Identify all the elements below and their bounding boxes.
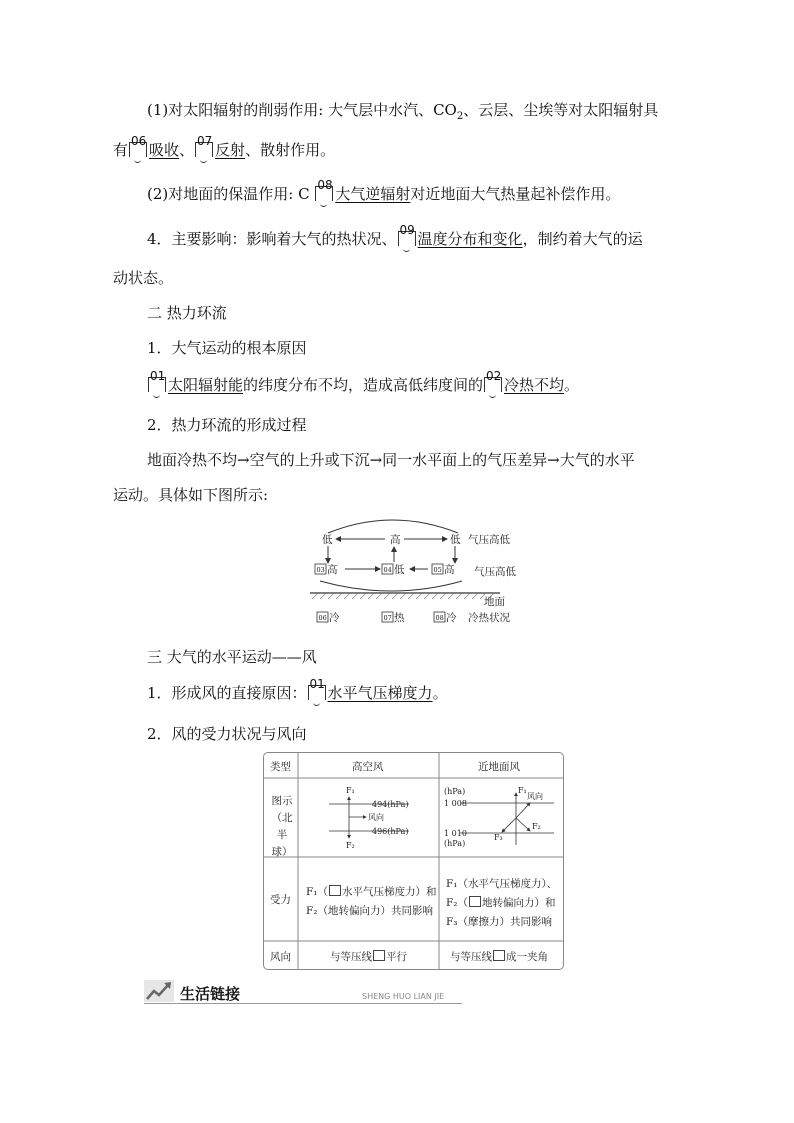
blank-number: 06 [131, 134, 147, 148]
text-span: 。 [564, 376, 580, 394]
text-span: 4．主要影响：影响着大气的热状况、 [147, 230, 397, 248]
blank-box [329, 885, 341, 896]
subheading-formation: 2．热力环流的形成过程 [147, 416, 307, 434]
high-wind-direction [330, 949, 407, 964]
label-high: 高 [444, 564, 455, 576]
paragraph-main-influence [147, 223, 643, 249]
text-span: 平行 [386, 951, 407, 963]
ground-hatching [312, 593, 494, 599]
blank-number: 06 [318, 614, 327, 622]
label-ground: 地面 [484, 596, 505, 608]
fill-blank-box [315, 178, 333, 201]
blank-number: 03 [316, 566, 325, 574]
text-span: 、散射作用。 [245, 141, 336, 159]
subheading-wind-force: 2．风的受力状况与风向 [147, 725, 307, 743]
life-link-underline [144, 1003, 462, 1004]
label-hot: 热 [394, 612, 405, 624]
blank-tick [489, 394, 496, 398]
label-496hpa: 496(hPa) [372, 827, 409, 836]
wind-force-table [263, 752, 564, 970]
blank-tick [313, 702, 320, 706]
force-arrow-f2 [516, 818, 530, 831]
force-arrow-f3 [502, 818, 516, 832]
label-1010: 1 010 [444, 829, 467, 838]
near-surface-wind-diagram [444, 783, 559, 855]
text-span: 成一夹角 [506, 951, 548, 963]
paragraph-main-influence-cont [113, 268, 173, 288]
subheading-root-cause: 1．大气运动的根本原因 [147, 339, 307, 357]
text-span: (2)对地面的保温作用: C [147, 185, 310, 203]
blank-number: 05 [433, 566, 442, 574]
fill-blank-box [148, 369, 166, 392]
blank-tick [153, 394, 160, 398]
text-span: 有 [113, 141, 129, 159]
text-span: F₁（ [306, 886, 328, 898]
label-hpa: (hPa) [444, 839, 466, 848]
text-span: 地转偏向力）和 [482, 897, 556, 909]
row-label-force: 受力 [270, 894, 291, 906]
text-span: 与等压线 [450, 951, 492, 963]
text-span: 、 [179, 141, 195, 159]
fill-blank-box [308, 677, 326, 700]
text-span: 、云层、尘埃等对太阳辐射具 [463, 101, 659, 119]
high-force-text [306, 883, 437, 921]
row-label-direction: 风向 [270, 951, 291, 963]
paragraph-radiation-weakening [147, 100, 658, 127]
row-label-pressure: 气压高低 [468, 534, 510, 546]
header-high-altitude: 高空风 [352, 761, 384, 773]
near-wind-direction [450, 949, 548, 964]
life-link-subtitle: SHENG HUO LIAN JIE [362, 992, 445, 1001]
text-span: F₁（水平气压梯度力）、 [446, 878, 558, 890]
answer-counter-radiation: 大气逆辐射 [335, 185, 411, 203]
text-span: 。 [432, 684, 448, 702]
label-high: 高 [327, 564, 338, 576]
blank-number: 07 [383, 614, 392, 622]
label-cold: 冷 [329, 612, 340, 624]
blank-box [373, 950, 385, 961]
blank-tick [320, 203, 327, 207]
label-low: 低 [450, 534, 461, 546]
paragraph-root-cause [147, 369, 580, 395]
trend-chart-icon [144, 980, 174, 1002]
fill-blank-box [129, 134, 147, 157]
blank-number: 02 [486, 369, 502, 383]
fill-blank-box [484, 369, 502, 392]
blank-number: 08 [435, 614, 444, 622]
paragraph-formation-cont: 运动。具体如下图所示: [113, 486, 269, 504]
blank-number: 07 [197, 134, 213, 148]
label-high: 高 [390, 534, 401, 546]
text-span: F₃（摩擦力）共同影响 [446, 916, 552, 928]
blank-number: 01 [309, 677, 325, 691]
fill-blank-box [398, 223, 416, 246]
section-heading-wind: 三 大气的水平运动——风 [147, 648, 317, 666]
blank-number: 01 [150, 369, 166, 383]
label-wind-direction: 风向 [368, 813, 384, 822]
label-wind-direction: 风向 [527, 792, 543, 801]
text-span: 动状态。 [113, 269, 174, 287]
subscript: 2 [456, 111, 464, 122]
text-span: F₂（地转偏向力）共同影响 [306, 905, 433, 917]
circulation-arc-top [328, 520, 458, 533]
row-label-temperature: 冷热状况 [468, 612, 510, 624]
text-span: 与等压线 [330, 951, 372, 963]
high-altitude-wind-diagram [304, 783, 434, 855]
blank-tick [200, 159, 207, 163]
text-span: (1)对太阳辐射的削弱作用: 大气层中水汽、CO [147, 101, 457, 119]
paragraph-wind-cause [147, 677, 448, 703]
row-label-pressure: 气压高低 [474, 566, 516, 578]
blank-box [493, 950, 505, 961]
answer-reflect: 反射 [215, 141, 246, 159]
blank-box [469, 896, 481, 907]
near-force-text [446, 875, 557, 932]
label-f1: F₁ [518, 786, 527, 795]
label-low: 低 [322, 534, 333, 546]
blank-number: 09 [399, 223, 415, 237]
text-span: 对近地面大气热量起补偿作用。 [410, 185, 621, 203]
label-f2: F₂ [532, 822, 541, 831]
blank-number: 04 [383, 566, 392, 574]
label-cold: 冷 [446, 612, 457, 624]
row-label-diagram: 图示 （北半 球） [271, 795, 293, 858]
label-494hpa: 494(hPa) [372, 800, 409, 809]
text-span: F₂（ [446, 897, 468, 909]
text-span: 1．形成风的直接原因： [147, 684, 307, 702]
header-type: 类型 [270, 761, 291, 773]
answer-temperature: 温度分布和变化 [417, 230, 523, 248]
label-1008: 1 008 [444, 799, 467, 808]
paragraph-formation: 地面冷热不均→空气的上升或下沉→同一水平面上的气压差异→大气的水平 [147, 451, 635, 469]
label-hpa: (hPa) [444, 787, 466, 796]
answer-absorb: 吸收 [149, 141, 180, 159]
wind-arrow [516, 803, 530, 818]
blank-tick [403, 248, 410, 252]
label-low: 低 [394, 564, 405, 576]
label-f3: F₃ [494, 833, 503, 842]
text-span: ，制约着大气的运 [522, 230, 643, 248]
blank-number: 08 [317, 178, 333, 192]
thermal-circulation-diagram [300, 513, 525, 630]
label-f2: F₂ [346, 841, 355, 850]
circulation-arc-bottom [320, 581, 462, 591]
life-link-title: 生活链接 [180, 985, 241, 1003]
answer-solar-energy: 太阳辐射能 [168, 376, 244, 394]
answer-uneven-heating: 冷热不均 [504, 376, 565, 394]
header-near-surface: 近地面风 [478, 761, 520, 773]
answer-pressure-gradient: 水平气压梯度力 [327, 684, 433, 702]
paragraph-insulation [147, 178, 621, 204]
label-f1: F₁ [346, 786, 355, 795]
paragraph-radiation-weakening-cont [113, 134, 336, 160]
fill-blank-box [195, 134, 213, 157]
text-span: 水平气压梯度力）和 [342, 886, 437, 898]
section-heading-thermal: 二 热力环流 [147, 304, 227, 322]
blank-tick [134, 159, 141, 163]
text-span: 的纬度分布不均，造成高低纬度间的 [243, 376, 484, 394]
